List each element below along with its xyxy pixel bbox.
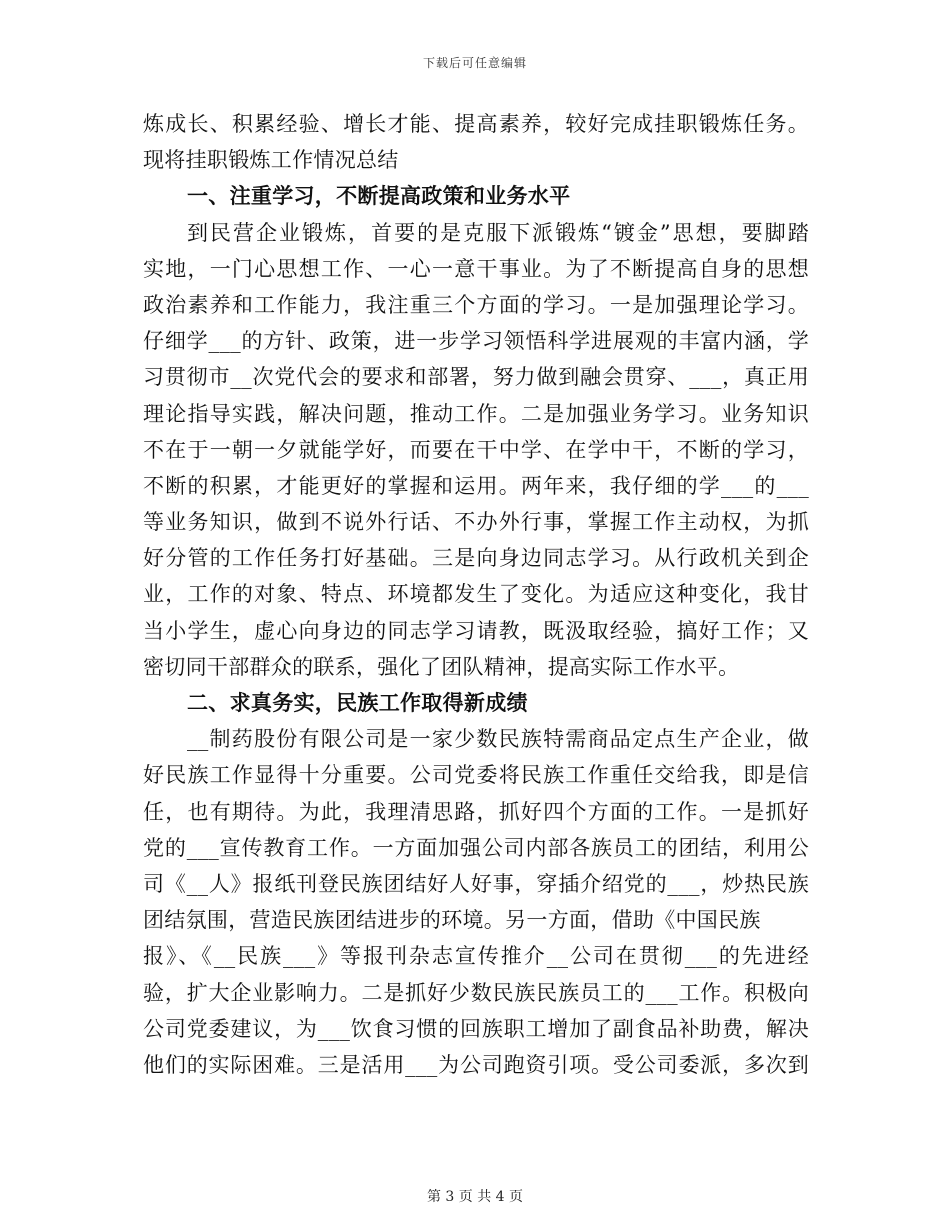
body-text-line: 报》、《__民族___》等报刊杂志宣传推介__公司在贯彻___的先进经 — [143, 944, 809, 969]
body-text-line: 实地，一门心思想工作、一心一意干事业。为了不断提高自身的思想 — [143, 256, 809, 281]
body-text-line: 炼成长、积累经验、增长才能、提高素养，较好完成挂职锻炼任务。 — [143, 112, 809, 136]
body-text-line: 党的___宣传教育工作。一方面加强公司内部各族员工的团结，利用公 — [143, 835, 809, 860]
body-text-line: 他们的实际困难。三是活用___为公司跑资引项。受公司委派，多次到 — [143, 1052, 809, 1077]
body-text-line: 验，扩大企业影响力。二是抓好少数民族民族员工的___工作。积极向 — [143, 980, 809, 1005]
body-text-line: 任，也有期待。为此，我理清思路，抓好四个方面的工作。一是抓好 — [143, 799, 809, 824]
document-body — [143, 106, 809, 1083]
body-text-line: 司《__人》报纸刊登民族团结好人好事，穿插介绍党的___，炒热民族 — [143, 871, 809, 896]
section-heading: 二、求真务实，民族工作取得新成绩 — [187, 691, 528, 715]
body-text-line: 政治素养和工作能力，我注重三个方面的学习。一是加强理论学习。 — [143, 292, 809, 317]
body-text-line: 好民族工作显得十分重要。公司党委将民族工作重任交给我，即是信 — [143, 763, 809, 788]
section-heading: 一、注重学习，不断提高政策和业务水平 — [187, 184, 571, 209]
body-text-line: 公司党委建议，为___饮食习惯的回族职工增加了副食品补助费，解决 — [143, 1016, 809, 1041]
body-text-line: 当小学生，虚心向身边的同志学习请教，既汲取经验，搞好工作；又 — [143, 618, 809, 643]
page-number-footer: 第 3 页 共 4 页 — [426, 1189, 524, 1205]
body-text-line: 密切同干部群众的联系，强化了团队精神，提高实际工作水平。 — [143, 654, 740, 679]
body-text-line: 仔细学___的方针、政策，进一步学习领悟科学进展观的丰富内涵，学 — [143, 329, 809, 354]
page-header-note: 下载后可任意编辑 — [422, 56, 527, 70]
body-text-line: 好分管的工作任务打好基础。三是向身边同志学习。从行政机关到企 — [143, 546, 809, 571]
body-text-line: __制药股份有限公司是一家少数民族特需商品定点生产企业，做 — [187, 727, 809, 752]
body-text-line: 业，工作的对象、特点、环境都发生了变化。为适应这种变化，我甘 — [143, 582, 809, 607]
body-text-line: 理论指导实践，解决问题，推动工作。二是加强业务学习。业务知识 — [143, 401, 809, 426]
body-text-line: 习贯彻市__次党代会的要求和部署，努力做到融会贯穿、___，真正用 — [143, 365, 809, 390]
body-text-line: 现将挂职锻炼工作情况总结 — [143, 148, 399, 173]
body-text-line: 等业务知识，做到不说外行话、不办外行事，掌握工作主动权，为抓 — [143, 510, 809, 535]
body-text-line: 到民营企业锻炼，首要的是克服下派锻炼“镀金”思想，要脚踏 — [187, 220, 809, 245]
body-text-line: 不断的积累，才能更好的掌握和运用。两年来，我仔细的学___的___ — [143, 473, 809, 498]
body-text-line: 团结氛围，营造民族团结进步的环境。另一方面，借助《中国民族 — [143, 908, 761, 933]
body-text-line: 不在于一朝一夕就能学好，而要在干中学、在学中干，不断的学习， — [143, 437, 809, 462]
